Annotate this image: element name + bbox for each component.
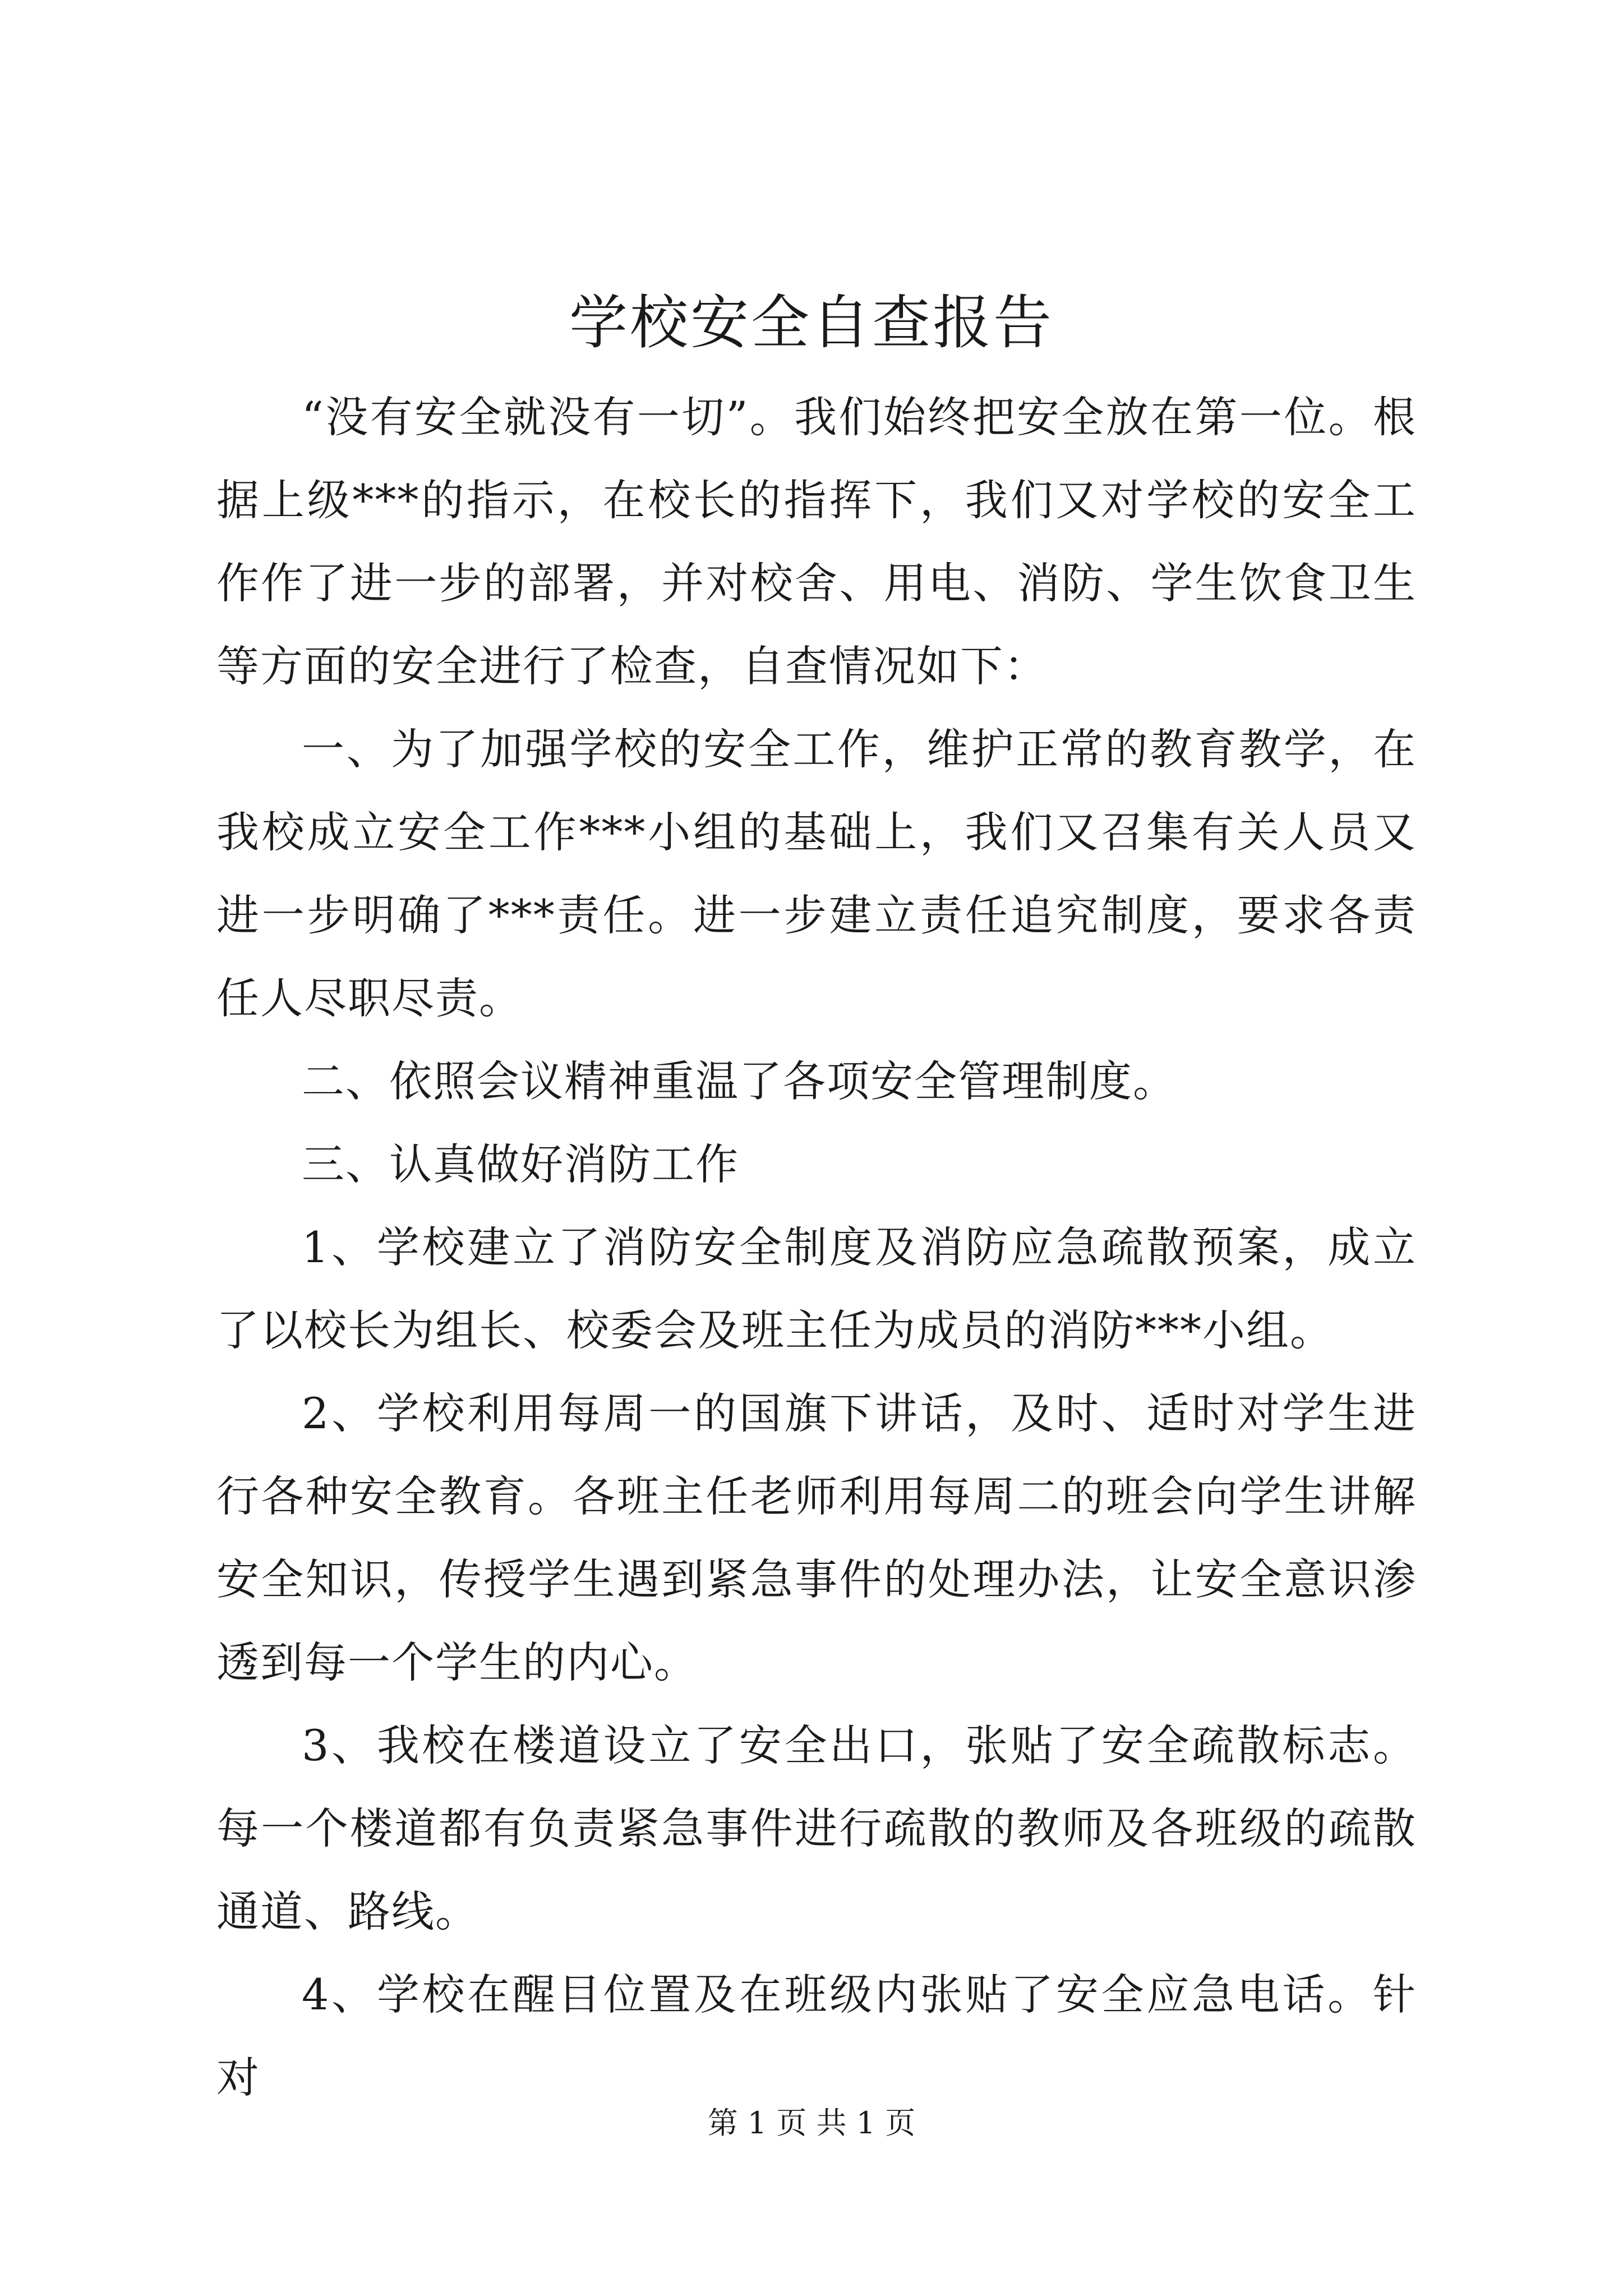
document-title: 学校安全自查报告	[569, 288, 1054, 357]
document-body	[216, 376, 1417, 2119]
paragraph-section-3: 三、认真做好消防工作	[302, 1139, 739, 1189]
paragraph-section-1: 一、为了加强学校的安全工作，维护正常的教育教学，在我校成立安全工作***小组的基础上，我们又召集有关人员又进一步明确了***责任。进一步建立责任追究制度，要求各责任人尽职尽责。	[216, 724, 1417, 1023]
paragraph-item-4: 4、学校在醒目位置及在班级内张贴了安全应急电话。针对	[216, 1970, 1417, 2102]
page-footer: 第 1 页 共 1 页	[707, 2105, 916, 2141]
paragraph-section-2: 二、依照会议精神重温了各项安全管理制度。	[302, 1056, 1177, 1106]
paragraph-intro: “没有安全就没有一切”。我们始终把安全放在第一位。根据上级***的指示，在校长的指挥下，我们又对学校的安全工作作了进一步的部署，并对校舍、用电、消防、学生饮食卫生等方面的安全进行了检查，自查情况如下：	[216, 392, 1417, 691]
paragraph-item-3: 3、我校在楼道设立了安全出口，张贴了安全疏散标志。每一个楼道都有负责紧急事件进行疏散的教师及各班级的疏散通道、路线。	[216, 1720, 1417, 1936]
paragraph-item-2: 2、学校利用每周一的国旗下讲话，及时、适时对学生进行各种安全教育。各班主任老师利用每周二的班会向学生讲解安全知识，传授学生遇到紧急事件的处理办法，让安全意识渗透到每一个学生的内心。	[216, 1388, 1417, 1687]
paragraph-item-1: 1、学校建立了消防安全制度及消防应急疏散预案，成立了以校长为组长、校委会及班主任为成员的消防***小组。	[216, 1222, 1417, 1355]
